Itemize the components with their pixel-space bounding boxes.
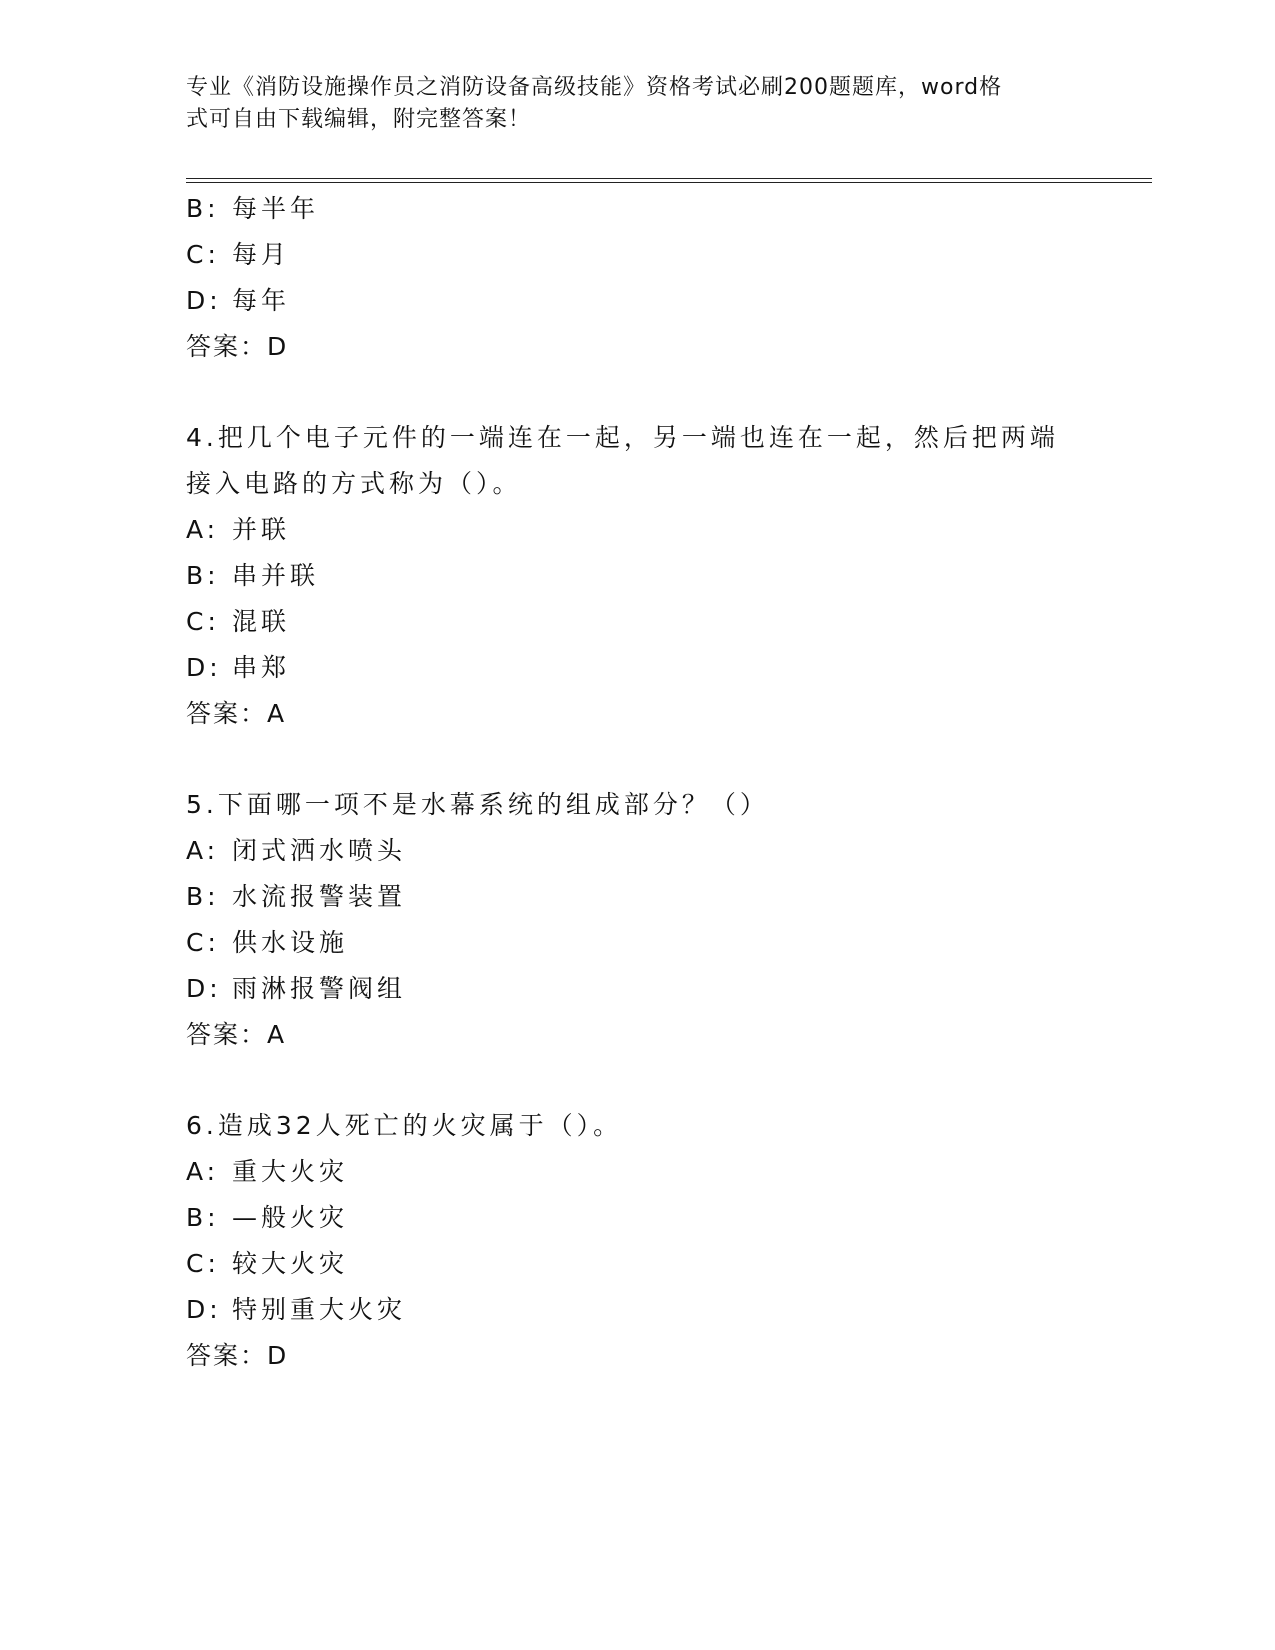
option-text: 每半年 <box>232 194 320 223</box>
option-a <box>186 1149 1086 1195</box>
option-letter: C: <box>186 607 220 636</box>
question-list <box>186 186 1086 1379</box>
option-text: —般火灾 <box>232 1203 349 1232</box>
option-a <box>186 828 1086 874</box>
option-text: 每年 <box>232 286 291 315</box>
question-4 <box>186 415 1086 737</box>
option-letter: A: <box>186 515 220 544</box>
option-letter: A: <box>186 1157 220 1186</box>
option-text: 混联 <box>232 607 291 636</box>
question-text-line-1: 5.下面哪一项不是水幕系统的组成部分？（） <box>186 790 769 819</box>
option-letter: B: <box>186 1203 220 1232</box>
header-rule-top <box>186 178 1152 179</box>
option-text: 较大火灾 <box>232 1249 349 1278</box>
answer-line: 答案：D <box>186 332 289 361</box>
option-d <box>186 278 1086 324</box>
question-text-line-2: 接入电路的方式称为（）。 <box>186 469 522 498</box>
option-letter: B: <box>186 194 220 223</box>
option-letter: D: <box>186 286 222 315</box>
option-text: 并联 <box>232 515 291 544</box>
header-line-2: 式可自由下载编辑，附完整答案！ <box>186 107 532 132</box>
option-c <box>186 232 1086 278</box>
question-6 <box>186 1103 1086 1379</box>
option-text: 串郑 <box>232 653 291 682</box>
option-text: 供水设施 <box>232 928 349 957</box>
option-letter: A: <box>186 836 220 865</box>
question-text-line-1: 6.造成32人死亡的火灾属于（）。 <box>186 1111 623 1140</box>
option-letter: B: <box>186 882 220 911</box>
option-d <box>186 645 1086 691</box>
option-text: 雨淋报警阀组 <box>232 974 407 1003</box>
option-b <box>186 186 1086 232</box>
option-text: 串并联 <box>232 561 320 590</box>
option-text: 水流报警装置 <box>232 882 407 911</box>
option-c <box>186 599 1086 645</box>
option-c <box>186 1241 1086 1287</box>
option-letter: D: <box>186 653 222 682</box>
option-d <box>186 966 1086 1012</box>
option-d <box>186 1287 1086 1333</box>
option-c <box>186 920 1086 966</box>
option-letter: C: <box>186 240 220 269</box>
question-text-line-1: 4.把几个电子元件的一端连在一起，另一端也连在一起，然后把两端 <box>186 423 1059 452</box>
option-letter: D: <box>186 974 222 1003</box>
option-letter: C: <box>186 928 220 957</box>
header-line-1: 专业《消防设施操作员之消防设备高级技能》资格考试必刷200题题库，word格 <box>186 75 1003 100</box>
document-header <box>186 72 1066 136</box>
option-text: 特别重大火灾 <box>232 1295 407 1324</box>
option-letter: D: <box>186 1295 222 1324</box>
answer-line: 答案：A <box>186 1020 287 1049</box>
option-text: 闭式洒水喷头 <box>232 836 407 865</box>
option-b <box>186 874 1086 920</box>
answer-line: 答案：D <box>186 1341 289 1370</box>
question-3 <box>186 186 1086 370</box>
option-b <box>186 1195 1086 1241</box>
option-text: 每月 <box>232 240 291 269</box>
option-a <box>186 507 1086 553</box>
option-b <box>186 553 1086 599</box>
option-text: 重大火灾 <box>232 1157 349 1186</box>
answer-line: 答案：A <box>186 699 287 728</box>
option-letter: C: <box>186 1249 220 1278</box>
option-letter: B: <box>186 561 220 590</box>
question-5 <box>186 782 1086 1058</box>
header-rule-bottom <box>186 182 1152 183</box>
